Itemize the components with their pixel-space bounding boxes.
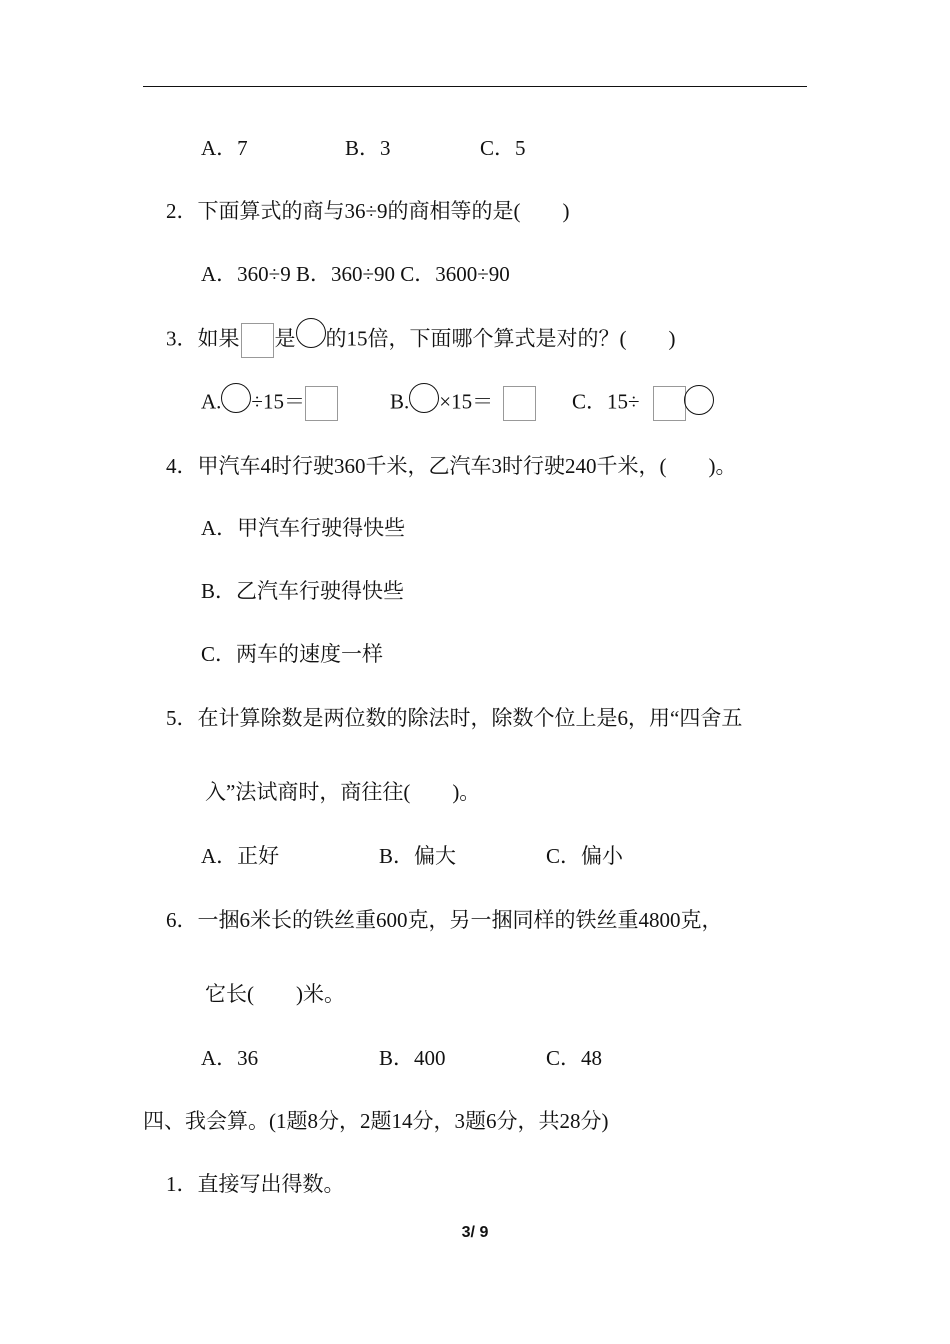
question-6-option-b: B．400 (379, 1046, 446, 1070)
question-3-option-c (572, 386, 714, 421)
question-3-option-b (390, 386, 536, 421)
q3-mid2: 的15倍，下面哪个算式是对的？( ) (325, 326, 676, 351)
question-5-line1: 5．在计算除数是两位数的除法时，除数个位上是6，用“四舍五 (166, 706, 743, 730)
blank-square (653, 386, 686, 421)
blank-circle (221, 383, 251, 413)
question-2-options: A．360÷9 B．360÷90 C．3600÷90 (201, 262, 510, 286)
q3-prefix: 3．如果 (166, 326, 240, 351)
question-5-line2: 入”法试商时，商往往( )。 (205, 780, 481, 804)
q3-b-label: B. (390, 389, 410, 414)
blank-circle (684, 385, 714, 415)
section-4-title: 四、我会算。(1题8分，2题14分，3题6分，共28分) (143, 1109, 609, 1133)
q3-mid1: 是 (274, 326, 296, 351)
q3-b-op: ×15＝ (439, 389, 494, 414)
blank-circle (409, 383, 439, 413)
question-4-option-a: A．甲汽车行驶得快些 (201, 516, 406, 540)
question-4-option-b: B．乙汽车行驶得快些 (201, 579, 405, 603)
question-5-option-c: C．偏小 (546, 844, 624, 868)
section-4-question-1: 1．直接写出得数。 (166, 1172, 345, 1196)
blank-square (503, 386, 536, 421)
prev-option-a: A．7 (201, 136, 248, 160)
header-rule (143, 86, 807, 87)
question-6-line1: 6．一捆6米长的铁丝重600克，另一捆同样的铁丝重4800克， (166, 908, 723, 932)
blank-square (241, 323, 274, 358)
page-number: 3/ 9 (461, 1224, 489, 1241)
question-3-option-a (201, 386, 338, 421)
prev-option-c: C．5 (480, 136, 526, 160)
question-4-option-c: C．两车的速度一样 (201, 642, 384, 666)
prev-option-b: B．3 (345, 136, 391, 160)
question-6-option-a: A．36 (201, 1046, 259, 1070)
question-5-option-a: A．正好 (201, 844, 280, 868)
question-6-option-c: C．48 (546, 1046, 603, 1070)
q3-a-label: A. (201, 389, 222, 414)
question-2-text: 2．下面算式的商与36÷9的商相等的是( ) (166, 199, 570, 223)
question-5-option-b: B．偏大 (379, 844, 457, 868)
question-3-text (166, 323, 676, 358)
blank-circle (296, 318, 326, 348)
question-4-text: 4．甲汽车4时行驶360千米，乙汽车3时行驶240千米，( )。 (166, 454, 737, 478)
q3-a-op: ÷15＝ (251, 389, 305, 414)
question-6-line2: 它长( )米。 (205, 982, 345, 1006)
q3-c-label: C．15÷ (572, 389, 640, 414)
blank-square (305, 386, 338, 421)
